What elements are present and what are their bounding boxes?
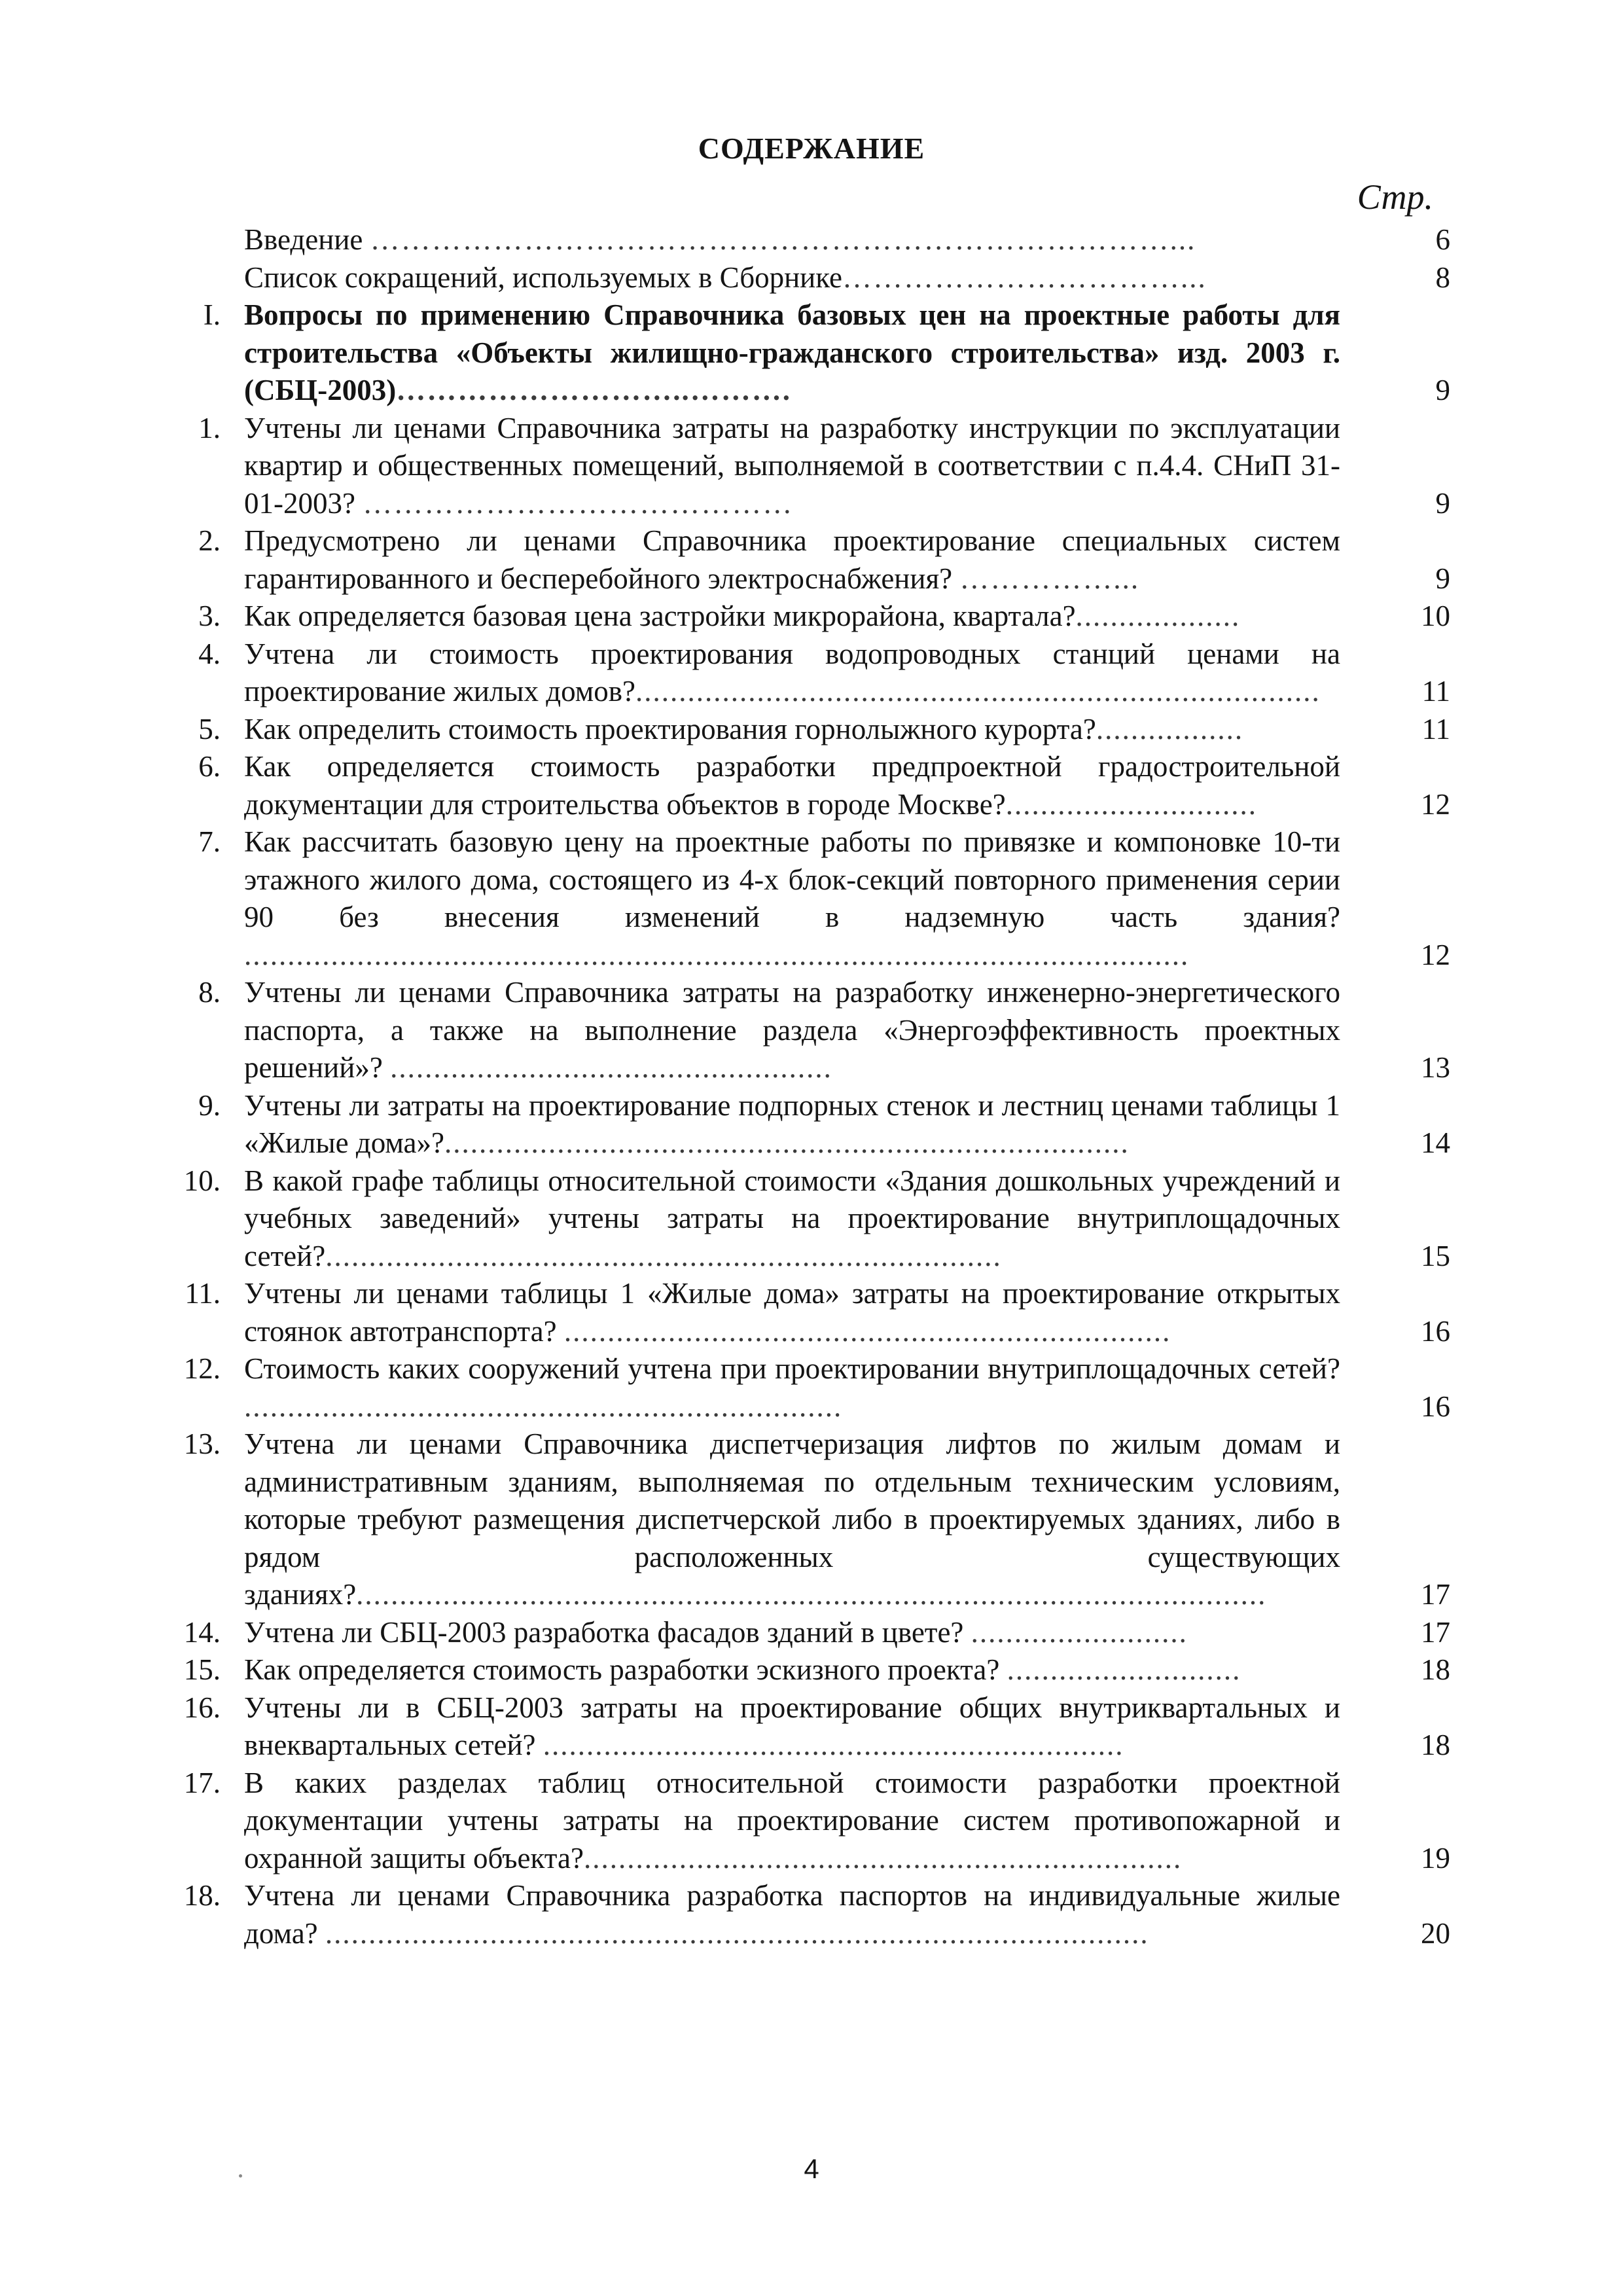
- toc-entry-title: Учтены ли ценами таблицы 1 «Жилые дома» затраты на проектирование открытых стоянок автотранспорта?: [244, 1277, 1340, 1348]
- toc-entry-page: 11: [1421, 712, 1450, 745]
- toc-entry-number: 13.: [183, 1427, 221, 1460]
- toc-entry-body: [244, 748, 1340, 823]
- toc-entry-body: [244, 1765, 1340, 1878]
- toc-entry: [0, 636, 1623, 711]
- toc-entry-page: 16: [1421, 1390, 1450, 1423]
- toc-entry: [0, 1350, 1623, 1426]
- toc-entry-page: 9: [1435, 374, 1450, 406]
- page-title: СОДЕРЖАНИЕ: [698, 132, 925, 165]
- toc-entry-title: Как определяется стоимость разработки эскизного проекта?: [244, 1653, 1007, 1686]
- toc-entry-body: [244, 823, 1340, 974]
- toc-entry-page: 12: [1421, 787, 1450, 821]
- toc-entry-body: [244, 259, 1340, 297]
- toc-entry-page: 20: [1421, 1916, 1450, 1950]
- toc-entry-page: 18: [1421, 1729, 1450, 1761]
- toc-entry-body: [244, 221, 1340, 259]
- toc-entry: [0, 1275, 1623, 1350]
- toc-entry-title: Введение: [244, 223, 370, 256]
- toc-entry: [0, 1689, 1623, 1765]
- toc-entry-page: 9: [1435, 486, 1450, 520]
- toc-entry: [0, 296, 1623, 410]
- toc-entry-number: 17.: [183, 1766, 221, 1799]
- toc-entry-number: 12.: [183, 1352, 221, 1385]
- toc-entry-title: В каких разделах таблиц относительной стоимости разработки проектной документации учтены затраты на проектирование систем противопожарной и охранной защиты объекта?: [244, 1766, 1340, 1874]
- toc-entry-body: [244, 1087, 1340, 1162]
- toc-entry-number: I.: [203, 298, 221, 331]
- toc-entry-page: 12: [1421, 938, 1450, 971]
- toc-entry-number: 14.: [183, 1615, 221, 1649]
- toc-entry: [0, 410, 1623, 523]
- toc-entry-leader: .............................: [1005, 787, 1257, 821]
- toc-entry-body: [244, 1275, 1340, 1350]
- toc-entry-title: Как определить стоимость проектирования горнолыжного курорта?: [244, 712, 1096, 745]
- toc-entry-body: [244, 1350, 1340, 1426]
- toc-entry-page: 10: [1421, 600, 1450, 632]
- toc-entry-body: [244, 1162, 1340, 1276]
- toc-entry-number: 18.: [183, 1879, 221, 1912]
- toc-entry-body: [244, 296, 1340, 410]
- toc-entry-leader: ………………………..……….: [396, 374, 791, 406]
- toc-entry-page: 11: [1421, 675, 1450, 708]
- toc-entry-title: Учтена ли СБЦ-2003 разработка фасадов зданий в цвете?: [244, 1615, 971, 1649]
- toc-entry: [0, 1426, 1623, 1614]
- toc-entry-leader: ...................: [1075, 600, 1241, 632]
- toc-entry-leader: ...................................................................: [543, 1729, 1124, 1761]
- toc-entry: [0, 823, 1623, 974]
- toc-entry-body: [244, 1877, 1340, 1952]
- toc-entry: [0, 711, 1623, 749]
- toc-entry-number: 16.: [183, 1691, 221, 1724]
- toc-entry-page: 17: [1421, 1615, 1450, 1649]
- toc-entry-page: 6: [1435, 223, 1450, 256]
- toc-entry-title: Стоимость каких сооружений учтена при проектировании внутриплощадочных сетей?: [244, 1352, 1340, 1385]
- toc-entry-leader: ...........................: [1007, 1653, 1241, 1686]
- toc-entry-body: [244, 636, 1340, 711]
- toc-entry-body: [244, 1651, 1340, 1689]
- toc-entry-leader: ...............................................................................................: [325, 1916, 1149, 1950]
- toc-entry-leader: ……………………………………………………………………...: [370, 223, 1196, 256]
- toc-entry-body: [244, 1614, 1340, 1652]
- toc-entry-leader: ..............................................................................: [325, 1239, 1002, 1272]
- toc-entry-leader: ...............................................................................: [635, 675, 1321, 708]
- toc-entry-leader: ......................................................................: [563, 1314, 1171, 1348]
- toc-entry: [0, 974, 1623, 1087]
- toc-entry-page: 16: [1421, 1314, 1450, 1348]
- toc-entry: [0, 748, 1623, 823]
- toc-entry-number: 6.: [198, 750, 221, 783]
- page-number: 4: [804, 2153, 819, 2184]
- toc-entry-number: 8.: [198, 976, 221, 1009]
- toc-entry-page: 14: [1421, 1126, 1450, 1159]
- toc-entry-title: Как определяется стоимость разработки предпроектной градостроительной документации для строительства объектов в городе Москве?: [244, 750, 1340, 821]
- toc-entry-number: 2.: [198, 524, 221, 557]
- toc-entry-page: 9: [1435, 562, 1450, 595]
- toc-entry: [0, 1087, 1623, 1162]
- toc-entry-number: 11.: [185, 1277, 221, 1310]
- toc-entry-leader: .....................................................................: [244, 1390, 843, 1423]
- toc-entry-title: Как рассчитать базовую цену на проектные работы по привязке и компоновке 10-ти этажного жилого дома, состоящего из 4-х блок-секций повторного применения серии 90 без внесения изменений в надземную часть здания?: [244, 825, 1340, 933]
- toc-entry-body: [244, 410, 1340, 523]
- scan-speck: [239, 2174, 242, 2178]
- toc-entry: [0, 522, 1623, 598]
- table-of-contents: [0, 221, 1623, 1952]
- toc-entry: [0, 1162, 1623, 1276]
- toc-entry-page: 8: [1435, 260, 1450, 294]
- toc-entry-number: 15.: [183, 1653, 221, 1686]
- toc-entry-number: 7.: [198, 825, 221, 858]
- toc-entry-page: 18: [1421, 1653, 1450, 1686]
- toc-entry-title: В какой графе таблицы относительной стоимости «Здания дошкольных учреждений и учебных заведений» учтены затраты на проектирование внутриплощадочных сетей?: [244, 1164, 1340, 1272]
- toc-entry-title: Учтены ли ценами Справочника затраты на разработку инженерно-энергетического паспорта, а также на выполнение раздела «Энергоэффективность проектных решений»?: [244, 976, 1340, 1084]
- toc-entry-page: 13: [1421, 1051, 1450, 1084]
- toc-entry-title: Учтена ли ценами Справочника диспетчеризация лифтов по жилым домам и административным зданиям, выполняемая по отдельным техническим условиям, которые требуют размещения диспетчерской либо в проектируемых зданиях, либо в рядом расположенных существующих зданиях?: [244, 1427, 1340, 1611]
- toc-entry-number: 4.: [198, 637, 221, 670]
- toc-entry-body: [244, 598, 1340, 636]
- toc-entry-leader: ……………………………...: [842, 260, 1207, 294]
- toc-entry-leader: ...............................................................................: [444, 1126, 1130, 1159]
- toc-entry-body: [244, 711, 1340, 749]
- toc-entry-body: [244, 1426, 1340, 1614]
- toc-entry-leader: .............................................................................................................: [244, 938, 1190, 971]
- toc-entry-number: 3.: [198, 600, 221, 632]
- toc-entry-leader: .................: [1096, 712, 1244, 745]
- toc-entry-leader: ...................................................: [390, 1051, 832, 1084]
- toc-entry-body: [244, 522, 1340, 598]
- toc-entry: [0, 1877, 1623, 1952]
- page-column-header: Стр.: [1357, 177, 1433, 217]
- toc-entry-page: 19: [1421, 1841, 1450, 1874]
- toc-entry: [0, 598, 1623, 636]
- toc-entry-title: Предусмотрено ли ценами Справочника проектирование специальных систем гарантированного и бесперебойного электроснабжения?: [244, 524, 1340, 595]
- toc-entry-page: 17: [1421, 1578, 1450, 1611]
- toc-entry: [0, 1651, 1623, 1689]
- toc-entry-title: Вопросы по применению Справочника базовых цен на проектные работы для строительства «Объекты жилищно-гражданского строительства» изд. 2003 г. (СБЦ-2003): [244, 298, 1340, 406]
- toc-entry-title: Учтены ли в СБЦ-2003 затраты на проектирование общих внутриквартальных и внеквартальных сетей?: [244, 1691, 1340, 1761]
- toc-entry: [0, 1765, 1623, 1878]
- toc-entry-title: Учтены ли ценами Справочника затраты на разработку инструкции по эксплуатации квартир и общественных помещений, выполняемой в соответствии с п.4.4. СНиП 31-01-2003?: [244, 411, 1340, 520]
- toc-entry-body: [244, 1689, 1340, 1765]
- toc-entry-number: 9.: [198, 1088, 221, 1122]
- toc-entry: [0, 221, 1623, 259]
- toc-entry-title: Учтены ли затраты на проектирование подпорных стенок и лестниц ценами таблицы 1 «Жилые дома»?: [244, 1088, 1340, 1159]
- toc-entry-body: [244, 974, 1340, 1087]
- toc-entry-page: 15: [1421, 1239, 1450, 1272]
- toc-entry-title: Учтена ли стоимость проектирования водопроводных станций ценами на проектирование жилых домов?: [244, 637, 1340, 708]
- toc-entry-number: 5.: [198, 712, 221, 745]
- toc-entry-leader: .........................................................................................................: [356, 1578, 1267, 1611]
- toc-entry: [0, 1614, 1623, 1652]
- toc-entry-number: 10.: [183, 1164, 221, 1197]
- toc-entry-title: Учтена ли ценами Справочника разработка паспортов на индивидуальные жилые дома?: [244, 1879, 1340, 1950]
- toc-entry-leader: .........................: [971, 1615, 1188, 1649]
- toc-entry-title: Как определяется базовая цена застройки микрорайона, квартала?: [244, 600, 1076, 632]
- toc-entry-leader: ……………………………………: [363, 486, 794, 520]
- toc-entry-leader: .....................................................................: [583, 1841, 1183, 1874]
- toc-entry-number: 1.: [198, 411, 221, 444]
- toc-entry-leader: ……………...: [959, 562, 1140, 595]
- toc-entry: [0, 259, 1623, 297]
- toc-entry-title: Список сокращений, используемых в Сборнике: [244, 260, 842, 294]
